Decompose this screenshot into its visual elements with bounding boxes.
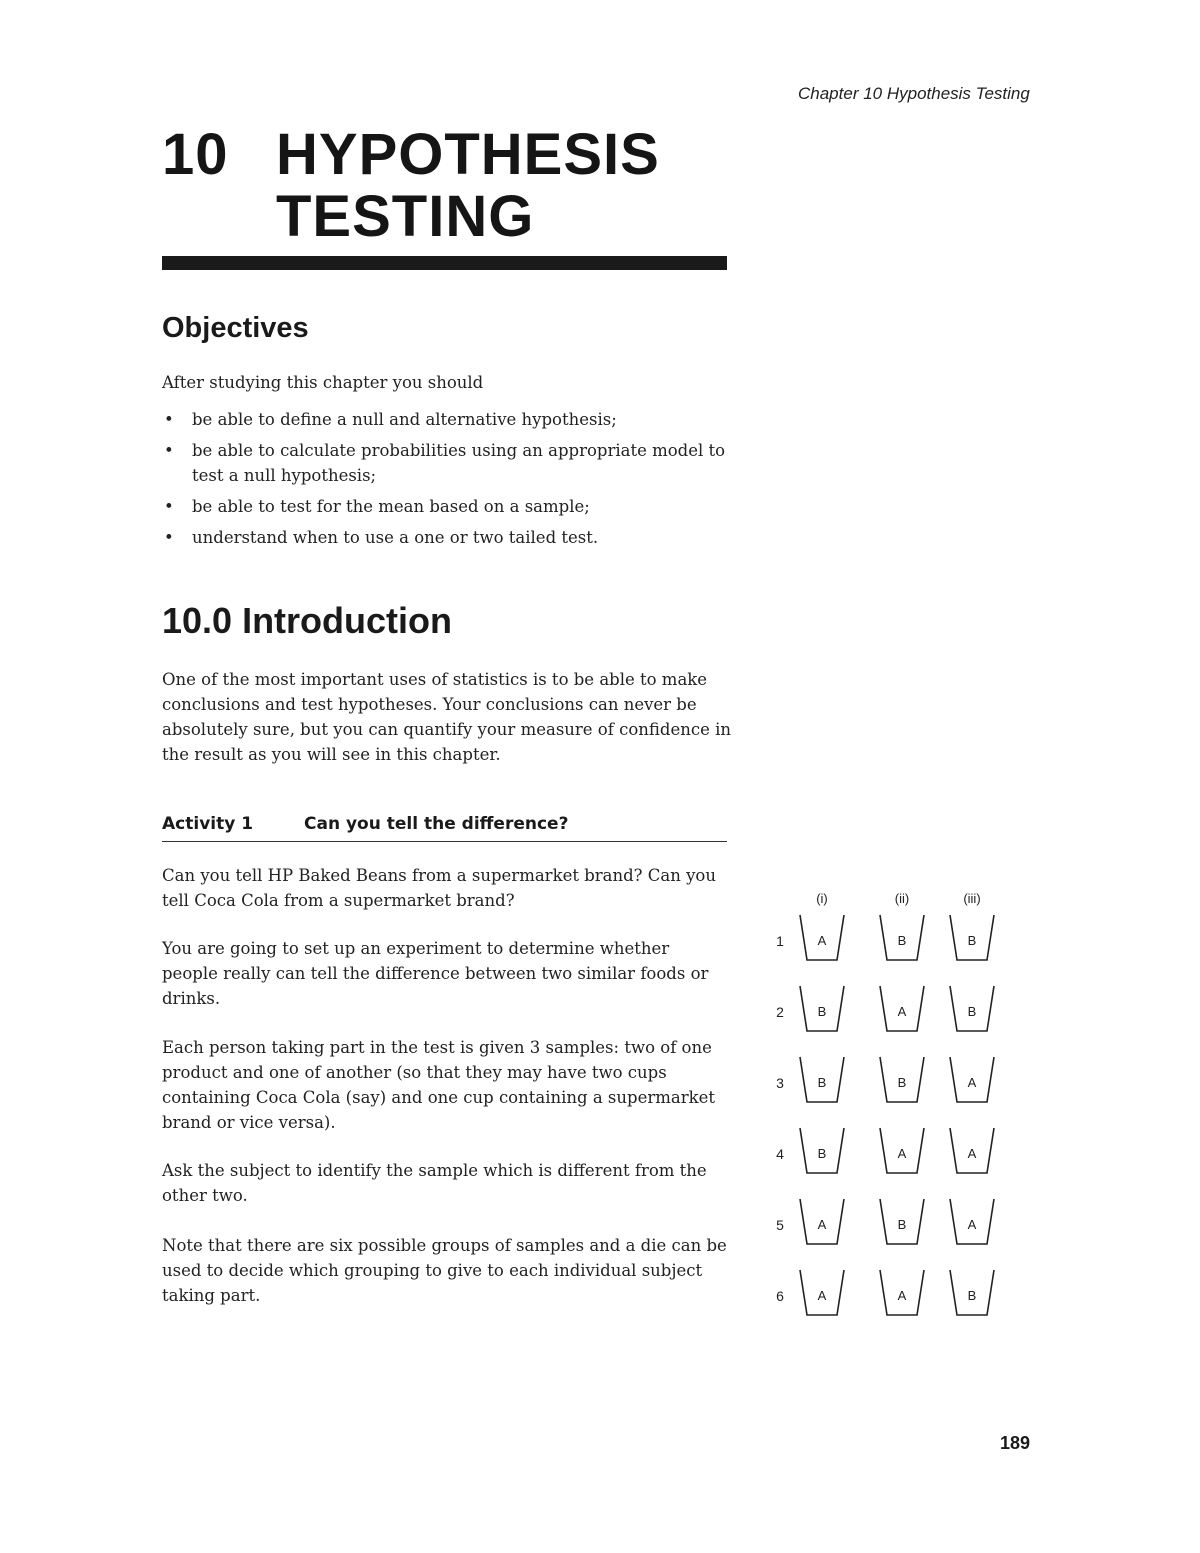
cup-sample-label: B [817, 1075, 827, 1090]
cup-sample-label: A [897, 1004, 907, 1019]
cup-sample-label: B [967, 1288, 977, 1303]
bullet-icon: • [164, 497, 174, 516]
cup-sample-label: B [897, 1217, 907, 1232]
objective-text: be able to calculate probabilities using an appropriate model to test a null hypothesis; [192, 441, 726, 485]
cup-sample-label: B [897, 933, 907, 948]
objective-text: be able to define a null and alternative hypothesis; [192, 410, 617, 429]
objectives-heading: Objectives [162, 312, 309, 344]
cup-sample-label: B [817, 1004, 827, 1019]
cup-grouping-diagram [760, 885, 1020, 1335]
list-item [162, 438, 732, 488]
activity-paragraph: Note that there are six possible groups of samples and a die can be used to decide which grouping to give to each individual subject taking part. [162, 1236, 727, 1305]
cup-row-label: 2 [776, 1004, 784, 1020]
chapter-title-line-2: TESTING [276, 184, 535, 249]
objective-text: understand when to use a one or two tailed test. [192, 528, 599, 547]
cup-sample-label: A [967, 1146, 977, 1161]
activity-paragraph: Each person taking part in the test is given 3 samples: two of one product and one of another (so that they may have two cups containing Coca Cola (say) and one cup containing a supermarket brand or vice versa). [162, 1038, 715, 1132]
activity-paragraph: Ask the subject to identify the sample which is different from the other two. [162, 1161, 707, 1205]
bullet-icon: • [164, 410, 174, 429]
introduction-heading: 10.0 Introduction [162, 600, 453, 641]
list-item [162, 494, 732, 519]
bullet-icon: • [164, 441, 174, 460]
cup-row-label: 5 [776, 1217, 784, 1233]
cup-sample-label: A [897, 1146, 907, 1161]
activity-paragraph: Can you tell HP Baked Beans from a supermarket brand? Can you tell Coca Cola from a supermarket brand? [162, 866, 716, 910]
cup-sample-label: B [967, 933, 977, 948]
cup-sample-label: A [897, 1288, 907, 1303]
title-rule [162, 256, 727, 270]
cup-sample-label: A [967, 1075, 977, 1090]
cup-sample-label: B [967, 1004, 977, 1019]
cup-column-label: (iii) [963, 891, 981, 906]
objectives-intro: After studying this chapter you should [162, 373, 484, 392]
chapter-title [162, 124, 660, 248]
list-item [162, 407, 732, 432]
activity-heading [162, 814, 727, 842]
objective-text: be able to test for the mean based on a sample; [192, 497, 590, 516]
activity-paragraph: You are going to set up an experiment to determine whether people really can tell the difference between two similar foods or drinks. [162, 939, 709, 1008]
cup-row-label: 3 [776, 1075, 784, 1091]
cup-column-label: (i) [816, 891, 828, 906]
page-number: 189 [1000, 1433, 1031, 1453]
chapter-number: 10 [162, 122, 229, 187]
cup-row-label: 6 [776, 1288, 784, 1304]
activity-label: Activity 1 [162, 814, 254, 834]
cup-sample-label: A [817, 1217, 827, 1232]
cup-column-label: (ii) [894, 891, 910, 906]
list-item [162, 525, 732, 550]
introduction-paragraph: One of the most important uses of statistics is to be able to make conclusions and test hypotheses. Your conclusions can never be absolutely sure, but you can quantify your measure of confidence in the result as you will see in this chapter. [162, 670, 732, 764]
cup-sample-label: B [817, 1146, 827, 1161]
cup-sample-label: B [897, 1075, 907, 1090]
bullet-icon: • [164, 528, 174, 547]
cup-sample-label: A [817, 933, 827, 948]
chapter-title-line-1: HYPOTHESIS [276, 122, 660, 187]
cup-row-label: 1 [776, 933, 784, 949]
activity-title: Can you tell the difference? [304, 814, 569, 834]
cup-row-label: 4 [776, 1146, 784, 1162]
cup-sample-label: A [817, 1288, 827, 1303]
objectives-list [162, 407, 732, 556]
running-header: Chapter 10 Hypothesis Testing [798, 84, 1030, 103]
cup-sample-label: A [967, 1217, 977, 1232]
